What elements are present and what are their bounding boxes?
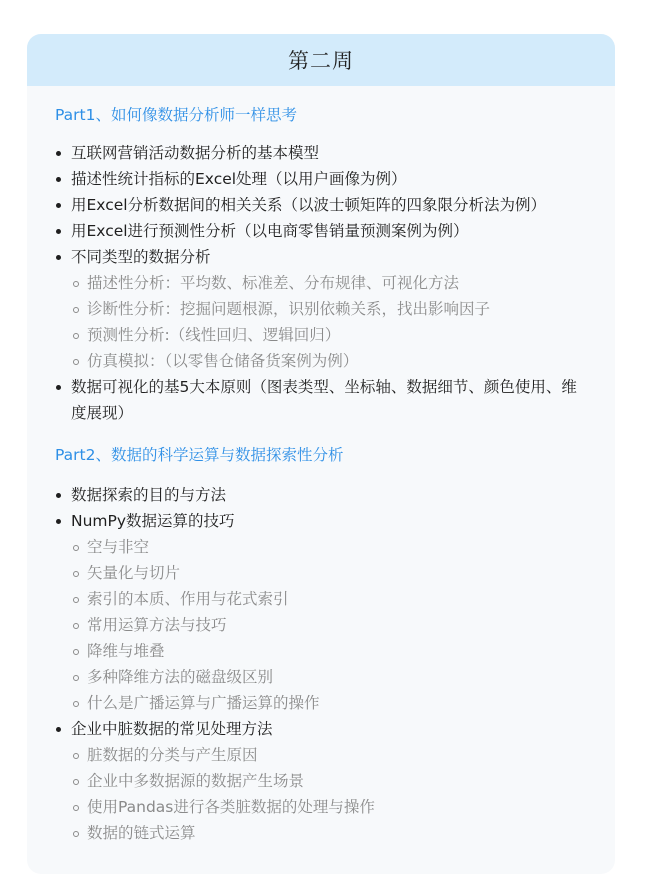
bullet-icon: [56, 255, 61, 260]
sub-list-item-text: 索引的本质、作用与花式索引: [87, 590, 289, 608]
sub-list: [71, 742, 591, 846]
circle-bullet-icon: [73, 545, 79, 551]
sub-list-item-text: 数据的链式运算: [87, 824, 196, 842]
circle-bullet-icon: [73, 675, 79, 681]
list-item: [55, 716, 591, 846]
sub-list-item-text: 常用运算方法与技巧: [87, 616, 227, 634]
circle-bullet-icon: [73, 779, 79, 785]
card-header: [27, 34, 615, 86]
circle-bullet-icon: [73, 307, 79, 313]
list-item-text: 数据探索的目的与方法: [71, 486, 227, 504]
bullet-icon: [56, 385, 61, 390]
section-title-part2: Part2、数据的科学运算与数据探索性分析: [55, 446, 344, 464]
bullet-icon: [56, 203, 61, 208]
list-item-text: 用Excel分析数据间的相关关系（以波士顿矩阵的四象限分析法为例）: [71, 196, 547, 214]
sub-list-item: [71, 296, 591, 322]
circle-bullet-icon: [73, 701, 79, 707]
list-item-text: 互联网营销活动数据分析的基本模型: [71, 144, 320, 162]
list-item: [55, 244, 591, 374]
circle-bullet-icon: [73, 359, 79, 365]
sub-list-item-text: 诊断性分析：挖掘问题根源，识别依赖关系，找出影响因子: [87, 300, 491, 318]
sub-list-item: [71, 586, 591, 612]
sub-list-item-text: 多种降维方法的磁盘级区别: [87, 668, 274, 686]
circle-bullet-icon: [73, 831, 79, 837]
week-title: 第二周: [288, 49, 354, 73]
sub-list-item-text: 企业中多数据源的数据产生场景: [87, 772, 305, 790]
section-list-part2: [55, 482, 615, 846]
sub-list-item: [71, 742, 591, 768]
circle-bullet-icon: [73, 597, 79, 603]
sub-list-item: [71, 348, 591, 374]
sub-list-item: [71, 612, 591, 638]
sub-list-item-text: 降维与堆叠: [87, 642, 165, 660]
sub-list-item: [71, 534, 591, 560]
sub-list-item-text: 仿真模拟：（以零售仓储备货案例为例）: [87, 352, 359, 370]
bullet-icon: [56, 151, 61, 156]
sub-list-item: [71, 560, 591, 586]
card-content: [27, 86, 615, 846]
circle-bullet-icon: [73, 623, 79, 629]
circle-bullet-icon: [73, 571, 79, 577]
circle-bullet-icon: [73, 753, 79, 759]
sub-list: [71, 270, 591, 374]
sub-list-item: [71, 322, 591, 348]
course-week-card: [27, 34, 615, 874]
list-item-text: 数据可视化的基5大本原则（图表类型、坐标轴、数据细节、颜色使用、维度展现）: [71, 378, 577, 422]
list-item-text: 企业中脏数据的常见处理方法: [71, 720, 273, 738]
bullet-icon: [56, 727, 61, 732]
sub-list: [71, 534, 591, 716]
sub-list-item-text: 空与非空: [87, 538, 150, 556]
sub-list-item: [71, 664, 591, 690]
list-item: [55, 166, 591, 192]
bullet-icon: [56, 177, 61, 182]
bullet-icon: [56, 493, 61, 498]
circle-bullet-icon: [73, 333, 79, 339]
sub-list-item-text: 矢量化与切片: [87, 564, 181, 582]
list-item: [55, 140, 591, 166]
section-list-part1: [55, 140, 615, 426]
sub-list-item-text: 描述性分析：平均数、标准差、分布规律、可视化方法: [87, 274, 460, 292]
list-item: [55, 192, 591, 218]
sub-list-item: [71, 270, 591, 296]
list-item: [55, 218, 591, 244]
sub-list-item: [71, 690, 591, 716]
circle-bullet-icon: [73, 281, 79, 287]
sub-list-item: [71, 794, 591, 820]
list-item-text: NumPy数据运算的技巧: [71, 512, 235, 530]
list-item: [55, 508, 591, 716]
sub-list-item-text: 使用Pandas进行各类脏数据的处理与操作: [87, 798, 375, 816]
section-title-part1: Part1、如何像数据分析师一样思考: [55, 106, 297, 124]
bullet-icon: [56, 229, 61, 234]
list-item: [55, 374, 591, 426]
circle-bullet-icon: [73, 805, 79, 811]
sub-list-item-text: 什么是广播运算与广播运算的操作: [87, 694, 320, 712]
sub-list-item-text: 脏数据的分类与产生原因: [87, 746, 258, 764]
circle-bullet-icon: [73, 649, 79, 655]
sub-list-item: [71, 638, 591, 664]
list-item: [55, 482, 591, 508]
sub-list-item: [71, 768, 591, 794]
list-item-text: 用Excel进行预测性分析（以电商零售销量预测案例为例）: [71, 222, 469, 240]
list-item-text: 描述性统计指标的Excel处理（以用户画像为例）: [71, 170, 407, 188]
sub-list-item: [71, 820, 591, 846]
bullet-icon: [56, 519, 61, 524]
sub-list-item-text: 预测性分析:（线性回归、逻辑回归）: [87, 326, 341, 344]
list-item-text: 不同类型的数据分析: [71, 248, 211, 266]
